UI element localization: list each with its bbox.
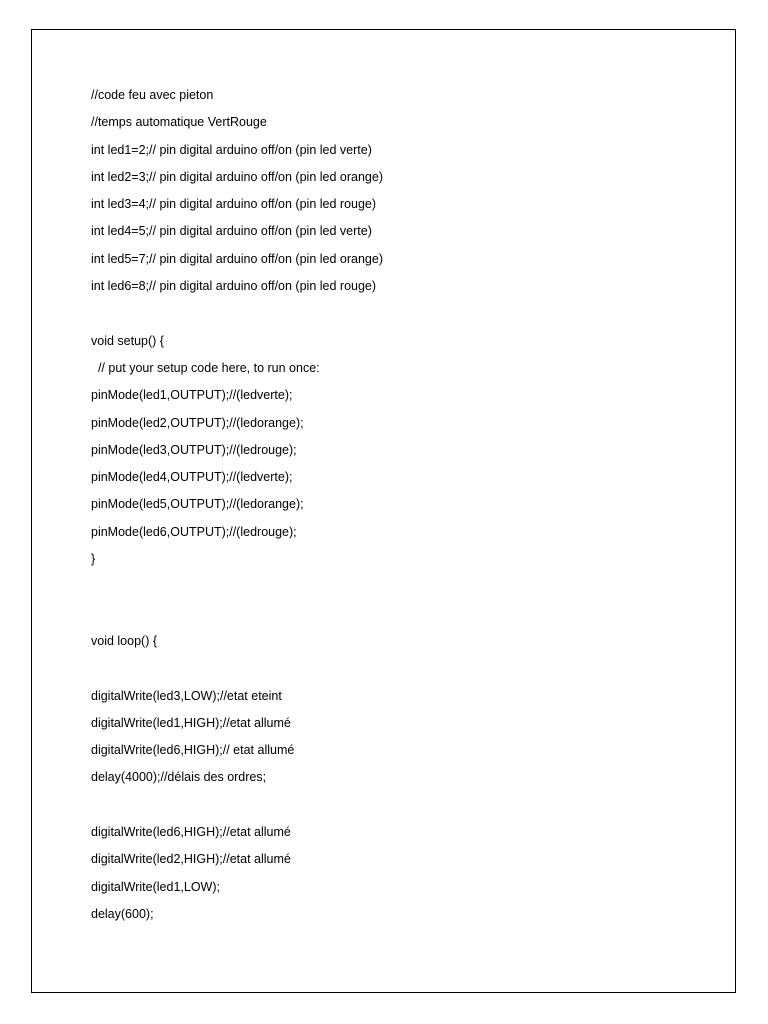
- code-line: int led6=8;// pin digital arduino off/on (pin led rouge): [91, 279, 377, 294]
- code-line: //code feu avec pieton: [91, 88, 214, 102]
- code-line: [91, 573, 383, 600]
- document-page: [31, 29, 736, 993]
- code-line: int led2=3;// pin digital arduino off/on (pin led orange): [91, 169, 383, 184]
- code-line: pinMode(led5,OUTPUT);//(ledorange);: [91, 497, 304, 512]
- code-line: //temps automatique VertRouge: [91, 115, 267, 130]
- code-line: delay(600);: [91, 906, 154, 921]
- code-line: digitalWrite(led1,HIGH);//etat allumé: [91, 715, 291, 730]
- code-line: pinMode(led4,OUTPUT);//(ledverte);: [91, 470, 293, 485]
- code-line: digitalWrite(led3,LOW);//etat eteint: [91, 688, 282, 703]
- code-line: digitalWrite(led2,HIGH);//etat allumé: [91, 852, 291, 867]
- code-line: [91, 792, 383, 819]
- code-line: pinMode(led3,OUTPUT);//(ledrouge);: [91, 442, 297, 457]
- code-line: // put your setup code here, to run once:: [91, 360, 320, 375]
- code-line: int led3=4;// pin digital arduino off/on (pin led rouge): [91, 197, 377, 212]
- code-line: int led4=5;// pin digital arduino off/on (pin led verte): [91, 224, 372, 239]
- code-line: pinMode(led1,OUTPUT);//(ledverte);: [91, 388, 293, 403]
- code-line: void setup() {: [91, 333, 164, 348]
- code-line: delay(4000);//délais des ordres;: [91, 770, 267, 785]
- code-listing: [91, 82, 383, 928]
- code-line: pinMode(led6,OUTPUT);//(ledrouge);: [91, 524, 297, 539]
- code-line: int led1=2;// pin digital arduino off/on (pin led verte): [91, 142, 372, 157]
- code-line: }: [91, 552, 96, 567]
- code-line: [91, 601, 383, 628]
- code-line: digitalWrite(led6,HIGH);// etat allumé: [91, 743, 295, 758]
- code-line: [91, 655, 383, 682]
- code-line: void loop() {: [91, 633, 158, 648]
- code-line: pinMode(led2,OUTPUT);//(ledorange);: [91, 415, 304, 430]
- code-line: [91, 300, 383, 327]
- code-line: digitalWrite(led6,HIGH);//etat allumé: [91, 825, 291, 840]
- code-line: digitalWrite(led1,LOW);: [91, 879, 220, 894]
- code-line: int led5=7;// pin digital arduino off/on (pin led orange): [91, 251, 383, 266]
